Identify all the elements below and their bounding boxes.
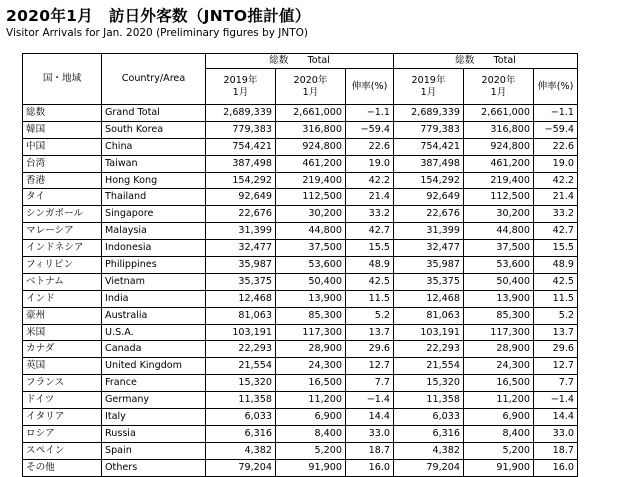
row-region-en: Canada bbox=[102, 341, 206, 358]
row-value-2020: 13,900 bbox=[276, 290, 346, 307]
row-value-2020-b: 24,300 bbox=[464, 358, 534, 375]
row-value-2020: 117,300 bbox=[276, 324, 346, 341]
row-region-jp: インドネシア bbox=[23, 240, 102, 257]
row-value-2020-b: 28,900 bbox=[464, 341, 534, 358]
row-region-en: Vietnam bbox=[102, 273, 206, 290]
row-region-jp: インド bbox=[23, 290, 102, 307]
row-region-en: United Kingdom bbox=[102, 358, 206, 375]
row-value-2020: 91,900 bbox=[276, 459, 346, 476]
row-value-2019-b: 6,316 bbox=[394, 425, 464, 442]
row-growth-b: −1.1 bbox=[534, 105, 578, 122]
row-value-2019: 103,191 bbox=[206, 324, 276, 341]
row-region-en: Taiwan bbox=[102, 155, 206, 172]
table-row bbox=[23, 375, 578, 392]
row-value-2019-b: 32,477 bbox=[394, 240, 464, 257]
row-growth: 16.0 bbox=[346, 459, 394, 476]
row-value-2019-b: 22,676 bbox=[394, 206, 464, 223]
row-region-en: Others bbox=[102, 459, 206, 476]
row-growth-b: −59.4 bbox=[534, 121, 578, 138]
row-value-2019-b: 154,292 bbox=[394, 172, 464, 189]
row-value-2019-b: 31,399 bbox=[394, 223, 464, 240]
row-value-2020-b: 117,300 bbox=[464, 324, 534, 341]
row-growth-b: −1.4 bbox=[534, 392, 578, 409]
row-value-2019-b: 2,689,339 bbox=[394, 105, 464, 122]
row-value-2019: 2,689,339 bbox=[206, 105, 276, 122]
row-region-jp: 韓国 bbox=[23, 121, 102, 138]
row-region-en: Grand Total bbox=[102, 105, 206, 122]
row-region-en: Spain bbox=[102, 442, 206, 459]
row-growth: 42.5 bbox=[346, 273, 394, 290]
row-value-2019: 35,375 bbox=[206, 273, 276, 290]
row-value-2019: 387,498 bbox=[206, 155, 276, 172]
row-region-jp: 総数 bbox=[23, 105, 102, 122]
row-region-jp: マレーシア bbox=[23, 223, 102, 240]
row-value-2020: 53,600 bbox=[276, 257, 346, 274]
row-growth-b: 42.5 bbox=[534, 273, 578, 290]
row-growth-b: 11.5 bbox=[534, 290, 578, 307]
row-value-2020: 112,500 bbox=[276, 189, 346, 206]
row-value-2020: 30,200 bbox=[276, 206, 346, 223]
row-growth-b: 18.7 bbox=[534, 442, 578, 459]
row-region-en: France bbox=[102, 375, 206, 392]
header-2019-b: 2019年 1月 bbox=[394, 69, 464, 105]
row-growth: 18.7 bbox=[346, 442, 394, 459]
row-value-2020: 219,400 bbox=[276, 172, 346, 189]
row-growth: −1.4 bbox=[346, 392, 394, 409]
row-value-2020: 16,500 bbox=[276, 375, 346, 392]
table-row bbox=[23, 240, 578, 257]
row-region-en: Russia bbox=[102, 425, 206, 442]
row-value-2019-b: 11,358 bbox=[394, 392, 464, 409]
row-region-jp: ベトナム bbox=[23, 273, 102, 290]
row-value-2020-b: 11,200 bbox=[464, 392, 534, 409]
row-growth-b: 42.7 bbox=[534, 223, 578, 240]
row-value-2019-b: 21,554 bbox=[394, 358, 464, 375]
row-value-2019-b: 79,204 bbox=[394, 459, 464, 476]
row-region-en: Thailand bbox=[102, 189, 206, 206]
row-value-2020: 461,200 bbox=[276, 155, 346, 172]
row-value-2019: 12,468 bbox=[206, 290, 276, 307]
table-row bbox=[23, 459, 578, 476]
row-value-2020-b: 30,200 bbox=[464, 206, 534, 223]
table-row bbox=[23, 172, 578, 189]
row-region-jp: イタリア bbox=[23, 409, 102, 426]
row-value-2020-b: 50,400 bbox=[464, 273, 534, 290]
row-value-2020-b: 112,500 bbox=[464, 189, 534, 206]
row-value-2020-b: 2,661,000 bbox=[464, 105, 534, 122]
header-total-group-2: 総数 Total bbox=[394, 54, 578, 69]
row-value-2019: 22,293 bbox=[206, 341, 276, 358]
row-region-jp: 英国 bbox=[23, 358, 102, 375]
row-value-2019-b: 6,033 bbox=[394, 409, 464, 426]
row-growth-b: 22.6 bbox=[534, 138, 578, 155]
row-value-2019: 35,987 bbox=[206, 257, 276, 274]
row-growth-b: 5.2 bbox=[534, 307, 578, 324]
row-region-jp: ロシア bbox=[23, 425, 102, 442]
row-value-2019: 22,676 bbox=[206, 206, 276, 223]
table-row bbox=[23, 105, 578, 122]
row-value-2020-b: 219,400 bbox=[464, 172, 534, 189]
row-value-2020-b: 91,900 bbox=[464, 459, 534, 476]
table-row bbox=[23, 138, 578, 155]
row-growth-b: 21.4 bbox=[534, 189, 578, 206]
row-growth: 14.4 bbox=[346, 409, 394, 426]
header-growth-b: 伸率(%) bbox=[534, 69, 578, 105]
table-row bbox=[23, 425, 578, 442]
table-row bbox=[23, 257, 578, 274]
row-value-2020: 44,800 bbox=[276, 223, 346, 240]
row-growth: 11.5 bbox=[346, 290, 394, 307]
row-region-en: China bbox=[102, 138, 206, 155]
table-row bbox=[23, 392, 578, 409]
header-2019: 2019年 1月 bbox=[206, 69, 276, 105]
row-value-2019-b: 4,382 bbox=[394, 442, 464, 459]
header-region-jp: 国・地域 bbox=[23, 54, 102, 105]
row-value-2019: 6,033 bbox=[206, 409, 276, 426]
row-value-2020: 85,300 bbox=[276, 307, 346, 324]
row-growth: 33.0 bbox=[346, 425, 394, 442]
row-growth: 19.0 bbox=[346, 155, 394, 172]
row-region-en: Hong Kong bbox=[102, 172, 206, 189]
row-growth: −1.1 bbox=[346, 105, 394, 122]
row-region-jp: 台湾 bbox=[23, 155, 102, 172]
row-region-jp: スペイン bbox=[23, 442, 102, 459]
row-region-jp: カナダ bbox=[23, 341, 102, 358]
row-value-2019: 32,477 bbox=[206, 240, 276, 257]
table-row bbox=[23, 442, 578, 459]
row-value-2020-b: 13,900 bbox=[464, 290, 534, 307]
row-region-en: South Korea bbox=[102, 121, 206, 138]
row-value-2019-b: 92,649 bbox=[394, 189, 464, 206]
row-value-2019: 754,421 bbox=[206, 138, 276, 155]
row-value-2020: 28,900 bbox=[276, 341, 346, 358]
row-growth: 7.7 bbox=[346, 375, 394, 392]
row-growth-b: 48.9 bbox=[534, 257, 578, 274]
row-region-jp: 香港 bbox=[23, 172, 102, 189]
row-growth: 12.7 bbox=[346, 358, 394, 375]
row-value-2020: 11,200 bbox=[276, 392, 346, 409]
row-value-2019-b: 779,383 bbox=[394, 121, 464, 138]
table-row bbox=[23, 341, 578, 358]
header-growth: 伸率(%) bbox=[346, 69, 394, 105]
row-value-2020: 50,400 bbox=[276, 273, 346, 290]
row-value-2019: 92,649 bbox=[206, 189, 276, 206]
row-value-2020: 6,900 bbox=[276, 409, 346, 426]
row-region-en: Australia bbox=[102, 307, 206, 324]
row-value-2019: 11,358 bbox=[206, 392, 276, 409]
row-region-jp: ドイツ bbox=[23, 392, 102, 409]
row-value-2020-b: 461,200 bbox=[464, 155, 534, 172]
row-value-2020: 316,800 bbox=[276, 121, 346, 138]
row-value-2020-b: 8,400 bbox=[464, 425, 534, 442]
row-value-2019: 81,063 bbox=[206, 307, 276, 324]
table-row bbox=[23, 189, 578, 206]
row-growth-b: 42.2 bbox=[534, 172, 578, 189]
row-value-2019: 6,316 bbox=[206, 425, 276, 442]
row-growth: 13.7 bbox=[346, 324, 394, 341]
row-value-2019-b: 35,987 bbox=[394, 257, 464, 274]
row-value-2019: 4,382 bbox=[206, 442, 276, 459]
row-growth-b: 19.0 bbox=[534, 155, 578, 172]
row-growth-b: 33.2 bbox=[534, 206, 578, 223]
row-growth: 33.2 bbox=[346, 206, 394, 223]
row-growth-b: 14.4 bbox=[534, 409, 578, 426]
row-region-en: Indonesia bbox=[102, 240, 206, 257]
header-2020: 2020年 1月 bbox=[276, 69, 346, 105]
row-growth: 42.7 bbox=[346, 223, 394, 240]
row-value-2019-b: 22,293 bbox=[394, 341, 464, 358]
table-row bbox=[23, 206, 578, 223]
row-value-2020-b: 924,800 bbox=[464, 138, 534, 155]
row-region-jp: 中国 bbox=[23, 138, 102, 155]
table-row bbox=[23, 324, 578, 341]
row-growth: 22.6 bbox=[346, 138, 394, 155]
row-value-2019: 15,320 bbox=[206, 375, 276, 392]
row-region-en: Philippines bbox=[102, 257, 206, 274]
row-value-2020: 924,800 bbox=[276, 138, 346, 155]
row-value-2019-b: 15,320 bbox=[394, 375, 464, 392]
row-growth: 21.4 bbox=[346, 189, 394, 206]
row-region-en: Singapore bbox=[102, 206, 206, 223]
row-region-en: Italy bbox=[102, 409, 206, 426]
table-row bbox=[23, 409, 578, 426]
row-value-2019: 31,399 bbox=[206, 223, 276, 240]
row-value-2020-b: 5,200 bbox=[464, 442, 534, 459]
table-row bbox=[23, 273, 578, 290]
row-growth-b: 13.7 bbox=[534, 324, 578, 341]
row-region-jp: タイ bbox=[23, 189, 102, 206]
row-value-2020-b: 16,500 bbox=[464, 375, 534, 392]
row-value-2020: 5,200 bbox=[276, 442, 346, 459]
header-total-group: 総数 Total bbox=[206, 54, 394, 69]
table-row bbox=[23, 155, 578, 172]
row-region-en: India bbox=[102, 290, 206, 307]
row-growth: 48.9 bbox=[346, 257, 394, 274]
row-value-2020: 37,500 bbox=[276, 240, 346, 257]
row-growth: 15.5 bbox=[346, 240, 394, 257]
row-value-2020-b: 85,300 bbox=[464, 307, 534, 324]
row-region-jp: フランス bbox=[23, 375, 102, 392]
row-growth: 5.2 bbox=[346, 307, 394, 324]
row-value-2020-b: 6,900 bbox=[464, 409, 534, 426]
row-value-2020: 8,400 bbox=[276, 425, 346, 442]
row-value-2019: 154,292 bbox=[206, 172, 276, 189]
row-value-2019: 779,383 bbox=[206, 121, 276, 138]
row-value-2019: 21,554 bbox=[206, 358, 276, 375]
row-growth-b: 15.5 bbox=[534, 240, 578, 257]
row-growth-b: 16.0 bbox=[534, 459, 578, 476]
row-value-2019-b: 754,421 bbox=[394, 138, 464, 155]
table-row bbox=[23, 290, 578, 307]
row-growth: 42.2 bbox=[346, 172, 394, 189]
page-subtitle: Visitor Arrivals for Jan. 2020 (Preliminary figures by JNTO) bbox=[6, 27, 309, 39]
table-row bbox=[23, 358, 578, 375]
table-row bbox=[23, 223, 578, 240]
row-value-2019-b: 12,468 bbox=[394, 290, 464, 307]
row-value-2019-b: 103,191 bbox=[394, 324, 464, 341]
row-region-en: U.S.A. bbox=[102, 324, 206, 341]
table-row bbox=[23, 307, 578, 324]
row-region-jp: 豪州 bbox=[23, 307, 102, 324]
row-value-2019-b: 81,063 bbox=[394, 307, 464, 324]
row-value-2020-b: 44,800 bbox=[464, 223, 534, 240]
row-value-2020-b: 53,600 bbox=[464, 257, 534, 274]
visitor-arrivals-table bbox=[22, 53, 578, 477]
row-region-en: Germany bbox=[102, 392, 206, 409]
row-value-2020: 2,661,000 bbox=[276, 105, 346, 122]
row-value-2020: 24,300 bbox=[276, 358, 346, 375]
row-region-jp: 米国 bbox=[23, 324, 102, 341]
row-value-2019: 79,204 bbox=[206, 459, 276, 476]
row-growth: 29.6 bbox=[346, 341, 394, 358]
header-2020-b: 2020年 1月 bbox=[464, 69, 534, 105]
row-value-2019-b: 387,498 bbox=[394, 155, 464, 172]
row-growth: −59.4 bbox=[346, 121, 394, 138]
row-value-2020-b: 316,800 bbox=[464, 121, 534, 138]
row-growth-b: 29.6 bbox=[534, 341, 578, 358]
row-region-jp: その他 bbox=[23, 459, 102, 476]
row-growth-b: 12.7 bbox=[534, 358, 578, 375]
row-growth-b: 7.7 bbox=[534, 375, 578, 392]
header-region-en: Country/Area bbox=[102, 54, 206, 105]
row-region-jp: シンガポール bbox=[23, 206, 102, 223]
row-region-jp: フィリピン bbox=[23, 257, 102, 274]
row-growth-b: 33.0 bbox=[534, 425, 578, 442]
row-value-2020-b: 37,500 bbox=[464, 240, 534, 257]
row-region-en: Malaysia bbox=[102, 223, 206, 240]
row-value-2019-b: 35,375 bbox=[394, 273, 464, 290]
table-row bbox=[23, 121, 578, 138]
page-title: 2020年1月 訪日外客数（JNTO推計値） bbox=[6, 7, 311, 25]
